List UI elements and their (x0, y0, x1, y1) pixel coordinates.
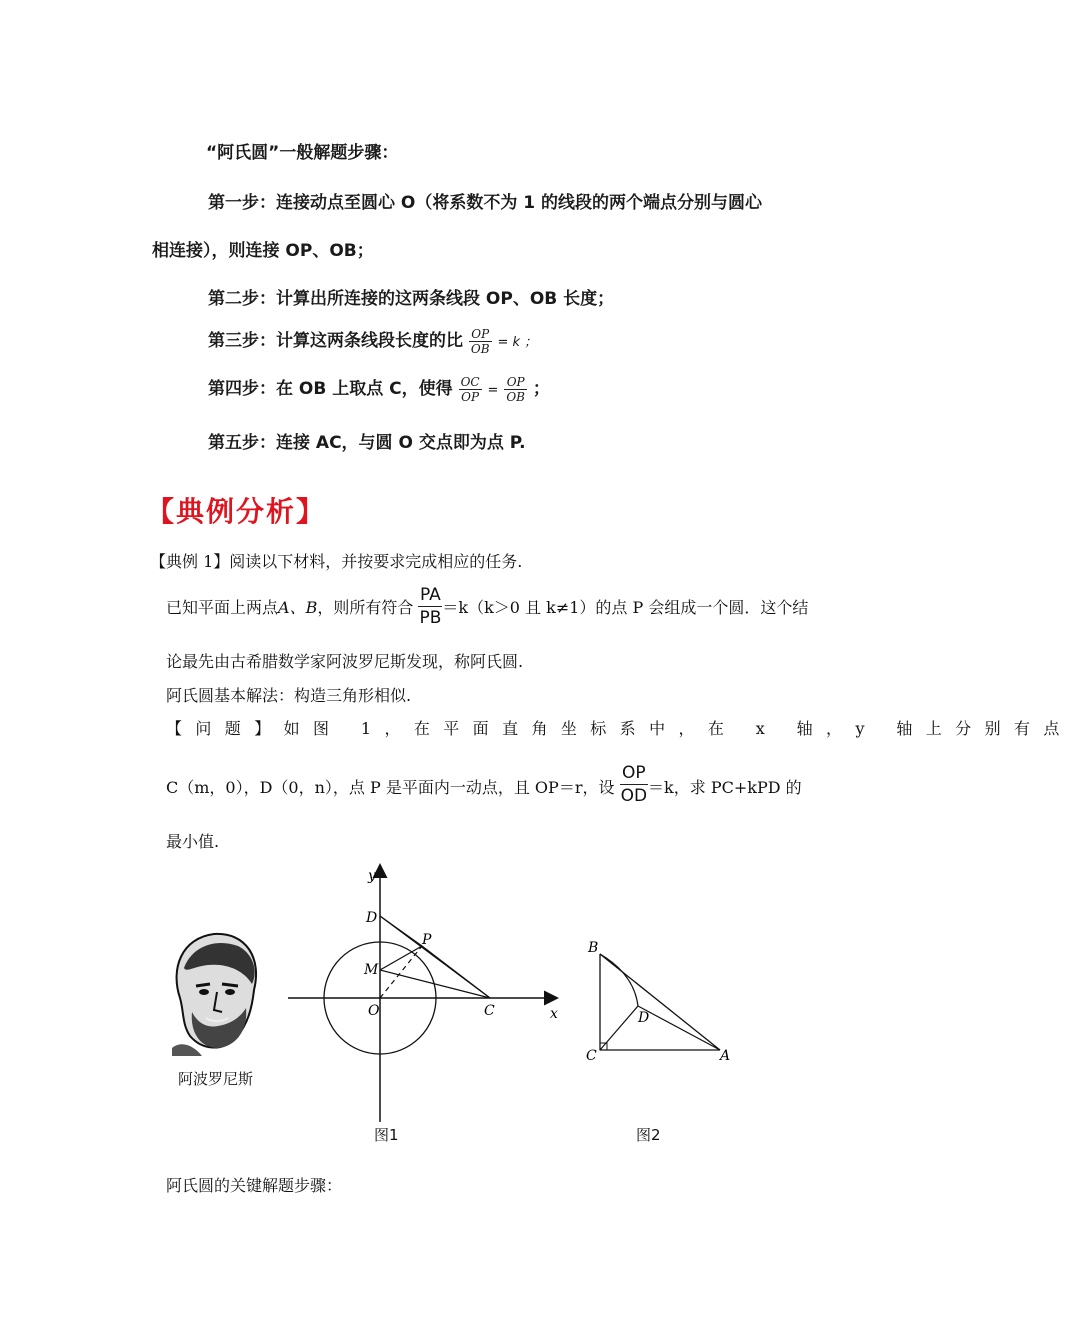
segment-ba (600, 954, 720, 1050)
step-4 (208, 374, 550, 404)
portrait-caption: 阿波罗尼斯 (178, 1070, 254, 1088)
step-5: 第五步：连接 AC，与圆 O 交点即为点 P. (208, 433, 526, 453)
pa-pb-fraction (418, 584, 442, 629)
step-3 (208, 326, 537, 356)
fraction-numerator: PA (420, 585, 441, 605)
step-1-line-b: 相连接），则连接 OP、OB； (152, 241, 374, 261)
op-od-fraction (620, 762, 648, 807)
text: ，则所有符合 (317, 598, 414, 617)
fraction-denominator: OB (470, 341, 490, 356)
label-c: C (484, 1003, 495, 1019)
label-c: C (586, 1048, 597, 1064)
scanned-steps-image (148, 128, 813, 458)
footer-line: 阿氏圆的关键解题步骤： (166, 1176, 343, 1195)
step-4-text: 第四步：在 OB 上取点 C，使得 (208, 379, 453, 399)
figure-2 (580, 930, 750, 1070)
label-b: B (588, 940, 599, 956)
fraction-numerator: OP (620, 762, 648, 785)
fraction-denominator: OB (506, 389, 525, 404)
fraction-denominator: PB (419, 608, 442, 628)
text: 已知平面上两点 (166, 598, 279, 617)
text: ＝k，求 PC+kPD 的 (648, 778, 802, 797)
fraction-numerator: OP (504, 375, 527, 390)
figure-1 (280, 860, 570, 1130)
steps-title: “阿氏圆”一般解题步骤： (206, 143, 399, 163)
fraction-numerator: OC (460, 374, 480, 389)
example-label: 【典例 1】阅读以下材料，并按要求完成相应的任务. (150, 552, 523, 571)
step-3-tail: = k ； (497, 335, 538, 350)
label-m: M (364, 962, 379, 978)
example-line-4: 【问题】如图 1，在平面直角坐标系中，在 x 轴，y 轴上分别有点 (166, 719, 1073, 738)
segment-pc (422, 946, 490, 998)
apollonius-portrait (162, 928, 272, 1058)
segment-dp (380, 916, 422, 946)
fraction-numerator: OP (469, 327, 492, 342)
example-line-6: 最小值. (166, 832, 220, 851)
figure-1-caption: 图1 (374, 1126, 399, 1144)
step-3-fraction (469, 327, 492, 356)
fraction-denominator: OP (461, 389, 480, 404)
label-p: P (422, 932, 432, 948)
segment-mc (380, 970, 490, 998)
example-line-5 (166, 763, 802, 811)
label-y: y (368, 868, 376, 884)
step-2: 第二步：计算出所连接的这两条线段 OP、OB 长度； (208, 289, 615, 309)
label-o: O (368, 1003, 380, 1019)
text: C（m，0），D（0，n），点 P 是平面内一动点，且 OP＝r，设 (166, 778, 615, 797)
step-1-line-a: 第一步：连接动点至圆心 O（将系数不为 1 的线段的两个端点分别与圆心 (208, 193, 763, 213)
equals-sign: = (487, 383, 499, 398)
section-heading: 【典例分析】 (146, 495, 327, 528)
label-d: D (366, 910, 378, 926)
label-d: D (638, 1010, 650, 1026)
example-line-1 (166, 586, 808, 631)
fraction-denominator: OD (620, 786, 648, 806)
var-text: A、B (278, 598, 318, 617)
label-x: x (550, 1006, 558, 1022)
example-line-3: 阿氏圆基本解法：构造三角形相似. (166, 686, 412, 705)
example-line-2: 论最先由古希腊数学家阿波罗尼斯发现，称阿氏圆. (166, 652, 524, 671)
step-3-text: 第三步：计算这两条线段长度的比 (208, 331, 463, 351)
text: ＝k（k＞0 且 k≠1）的点 P 会组成一个圆．这个结 (442, 598, 809, 617)
figure-2-caption: 图2 (636, 1126, 661, 1144)
segment-mp (380, 946, 422, 970)
step-4-tail: ； (532, 379, 550, 399)
label-a: A (720, 1048, 731, 1064)
segment-da (638, 1006, 720, 1050)
step-4-fraction-1 (459, 375, 482, 404)
step-4-fraction-2 (504, 375, 527, 404)
